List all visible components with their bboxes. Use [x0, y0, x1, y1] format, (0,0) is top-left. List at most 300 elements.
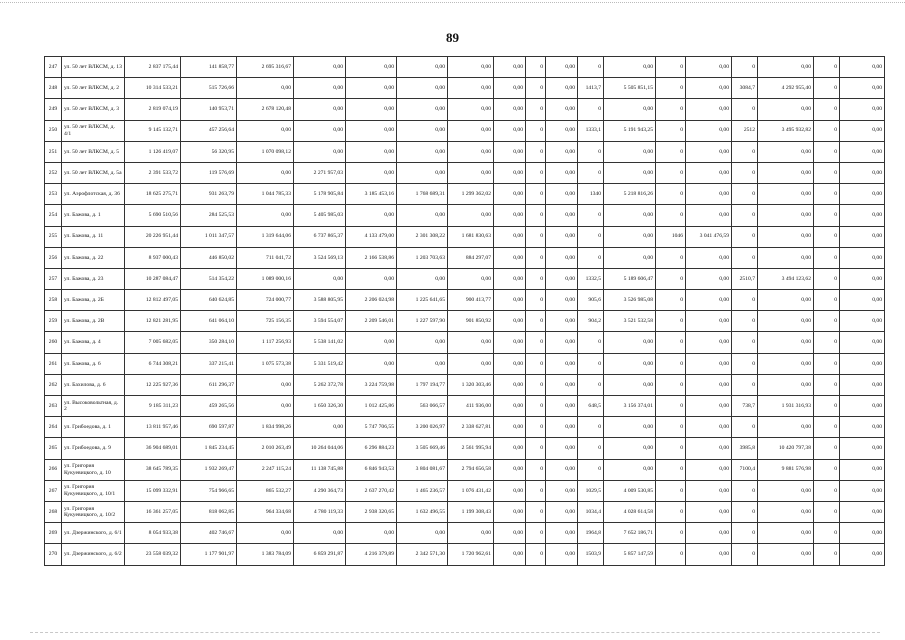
cell-row-number: 263: [45, 396, 62, 417]
cell-col-9: 901 850,92: [448, 311, 494, 332]
cell-col-15: 0: [656, 247, 686, 268]
cell-col-7: 2 209 546,01: [346, 311, 397, 332]
cell-col-4: 119 576,69: [181, 162, 237, 183]
cell-col-10: 0,00: [494, 480, 526, 501]
cell-col-12: 0,00: [546, 141, 578, 162]
cell-col-12: 0,00: [546, 459, 578, 480]
cell-col-9: 0,00: [448, 353, 494, 374]
cell-col-20: 0,00: [840, 459, 885, 480]
table-row: [45, 459, 885, 480]
cell-col-15: 0: [656, 268, 686, 289]
cell-col-14: 5 191 943,25: [604, 120, 656, 141]
cell-col-9: 2 338 627,81: [448, 417, 494, 438]
cell-col-13: 0: [578, 205, 604, 226]
cell-col-12: 0,00: [546, 353, 578, 374]
cell-total-cost: 12 812 497,05: [125, 290, 181, 311]
cell-col-6: 4 780 119,33: [294, 501, 346, 522]
table-row: [45, 374, 885, 395]
cell-col-15: 0: [656, 459, 686, 480]
cell-row-number: 266: [45, 459, 62, 480]
cell-col-9: 884 297,07: [448, 247, 494, 268]
cell-col-7: 0,00: [346, 205, 397, 226]
cell-col-10: 0,00: [494, 544, 526, 565]
cell-col-4: 402 746,67: [181, 523, 237, 544]
cell-col-12: 0,00: [546, 120, 578, 141]
cell-address: ул. 50 лет ВЛКСМ, д. 13: [62, 57, 125, 78]
cell-col-8: 0,00: [397, 268, 448, 289]
cell-col-5: 1 834 998,26: [237, 417, 294, 438]
cell-col-13: 1333,1: [578, 120, 604, 141]
cell-col-15: 0: [656, 523, 686, 544]
cell-col-6: 0,00: [294, 57, 346, 78]
cell-col-5: 2 678 120,48: [237, 99, 294, 120]
cell-col-4: 1 845 234,45: [181, 438, 237, 459]
cell-col-7: 2 938 320,65: [346, 501, 397, 522]
table-row: [45, 120, 885, 141]
cell-col-7: 4 216 379,89: [346, 544, 397, 565]
cell-col-10: 0,00: [494, 141, 526, 162]
cell-col-16: 0,00: [686, 247, 732, 268]
cell-col-17: 0: [732, 141, 758, 162]
cell-col-5: 1 075 573,38: [237, 353, 294, 374]
cell-col-14: 0,00: [604, 374, 656, 395]
cell-col-10: 0,00: [494, 99, 526, 120]
cell-col-16: 0,00: [686, 396, 732, 417]
cell-col-19: 0: [814, 459, 840, 480]
cell-col-7: 0,00: [346, 353, 397, 374]
cell-col-5: 2 247 115,24: [237, 459, 294, 480]
cell-col-19: 0: [814, 374, 840, 395]
cell-col-6: 5 178 905,84: [294, 184, 346, 205]
cell-col-14: 0,00: [604, 417, 656, 438]
table-row: [45, 184, 885, 205]
cell-col-14: 5 218 816,26: [604, 184, 656, 205]
table-row: [45, 332, 885, 353]
cell-col-13: 0: [578, 141, 604, 162]
cell-col-4: 515 726,66: [181, 78, 237, 99]
cell-address: ул. Бажова, д. 1: [62, 205, 125, 226]
cell-col-8: 0,00: [397, 353, 448, 374]
cell-col-17: 0: [732, 480, 758, 501]
cell-col-19: 0: [814, 396, 840, 417]
cell-col-8: 0,00: [397, 162, 448, 183]
cell-col-15: 0: [656, 417, 686, 438]
cell-col-10: 0,00: [494, 268, 526, 289]
cell-col-17: 0: [732, 374, 758, 395]
cell-address: ул. Григория Кукуевицкого, д. 10: [62, 459, 125, 480]
cell-col-5: 1 117 256,93: [237, 332, 294, 353]
cell-col-16: 0,00: [686, 374, 732, 395]
cell-col-20: 0,00: [840, 544, 885, 565]
cell-col-4: 284 525,53: [181, 205, 237, 226]
cell-col-8: 1 632 496,55: [397, 501, 448, 522]
cell-col-12: 0,00: [546, 311, 578, 332]
cell-col-4: 690 597,87: [181, 417, 237, 438]
cell-col-4: 141 858,77: [181, 57, 237, 78]
cell-col-5: 2 695 316,67: [237, 57, 294, 78]
cell-col-15: 0: [656, 205, 686, 226]
cell-col-20: 0,00: [840, 501, 885, 522]
cell-col-8: 563 066,57: [397, 396, 448, 417]
cell-total-cost: 9 145 132,71: [125, 120, 181, 141]
cell-col-7: 6 296 884,23: [346, 438, 397, 459]
cell-col-12: 0,00: [546, 99, 578, 120]
cell-col-8: 0,00: [397, 57, 448, 78]
cell-col-4: 459 265,56: [181, 396, 237, 417]
cell-col-20: 0,00: [840, 99, 885, 120]
cell-col-11: 0: [526, 226, 546, 247]
cell-col-7: 0,00: [346, 141, 397, 162]
cell-col-14: 0,00: [604, 162, 656, 183]
cell-col-6: 3 588 805,95: [294, 290, 346, 311]
cell-total-cost: 16 361 257,05: [125, 501, 181, 522]
cell-col-12: 0,00: [546, 417, 578, 438]
cell-col-12: 0,00: [546, 57, 578, 78]
cell-col-11: 0: [526, 438, 546, 459]
cell-col-7: 0,00: [346, 99, 397, 120]
cell-col-9: 0,00: [448, 332, 494, 353]
cell-col-19: 0: [814, 99, 840, 120]
cell-col-17: 0: [732, 523, 758, 544]
cell-col-10: 0,00: [494, 332, 526, 353]
cell-col-17: 3985,8: [732, 438, 758, 459]
cell-col-9: 0,00: [448, 162, 494, 183]
cell-col-19: 0: [814, 501, 840, 522]
cell-col-15: 0: [656, 438, 686, 459]
cell-address: ул. 50 лет ВЛКСМ, д. 5а: [62, 162, 125, 183]
cell-total-cost: 23 558 039,32: [125, 544, 181, 565]
cell-total-cost: 20 226 951,44: [125, 226, 181, 247]
cell-col-18: 0,00: [758, 374, 814, 395]
cell-col-10: 0,00: [494, 396, 526, 417]
cell-col-20: 0,00: [840, 417, 885, 438]
cell-col-6: 0,00: [294, 523, 346, 544]
cell-row-number: 270: [45, 544, 62, 565]
cell-col-5: 0,00: [237, 120, 294, 141]
cell-col-8: 1 797 194,77: [397, 374, 448, 395]
cell-address: ул. Бажова, д. 22: [62, 247, 125, 268]
cell-col-6: 0,00: [294, 417, 346, 438]
cell-col-8: 1 203 703,63: [397, 247, 448, 268]
cell-col-6: 2 271 957,03: [294, 162, 346, 183]
cell-col-16: 0,00: [686, 311, 732, 332]
cell-row-number: 254: [45, 205, 62, 226]
cell-col-11: 0: [526, 332, 546, 353]
cell-col-9: 1 681 830,63: [448, 226, 494, 247]
cell-col-7: 2 637 270,42: [346, 480, 397, 501]
cell-col-14: 0,00: [604, 247, 656, 268]
cell-col-18: 0,00: [758, 205, 814, 226]
cell-col-18: 0,00: [758, 247, 814, 268]
cell-col-20: 0,00: [840, 268, 885, 289]
cell-col-14: 5 857 147,59: [604, 544, 656, 565]
cell-col-10: 0,00: [494, 353, 526, 374]
cell-col-11: 0: [526, 247, 546, 268]
cell-col-20: 0,00: [840, 162, 885, 183]
cell-col-13: 0: [578, 247, 604, 268]
cell-total-cost: 10 314 533,21: [125, 78, 181, 99]
cell-col-10: 0,00: [494, 290, 526, 311]
cell-address: ул. Грибоедова, д. 1: [62, 417, 125, 438]
cell-col-15: 0: [656, 311, 686, 332]
cell-col-5: 1 319 644,06: [237, 226, 294, 247]
cell-col-10: 0,00: [494, 459, 526, 480]
cell-col-15: 0: [656, 99, 686, 120]
cell-col-9: 411 936,00: [448, 396, 494, 417]
cell-col-10: 0,00: [494, 501, 526, 522]
cell-row-number: 250: [45, 120, 62, 141]
cell-address: ул. Высоковольтная, д. 2: [62, 396, 125, 417]
cell-col-17: 2512: [732, 120, 758, 141]
cell-col-17: 0: [732, 501, 758, 522]
cell-col-20: 0,00: [840, 205, 885, 226]
cell-col-14: 3 156 374,01: [604, 396, 656, 417]
cell-col-10: 0,00: [494, 78, 526, 99]
cell-col-17: 0: [732, 311, 758, 332]
table-row: [45, 162, 885, 183]
cell-col-15: 0: [656, 480, 686, 501]
cell-col-14: 0,00: [604, 226, 656, 247]
cell-col-8: 0,00: [397, 523, 448, 544]
cell-col-10: 0,00: [494, 162, 526, 183]
cell-col-13: 1332,5: [578, 268, 604, 289]
cell-col-14: 0,00: [604, 141, 656, 162]
cell-col-16: 0,00: [686, 78, 732, 99]
cell-col-4: 514 354,22: [181, 268, 237, 289]
table-row: [45, 290, 885, 311]
cell-col-13: 0: [578, 438, 604, 459]
cell-col-7: 3 224 759,98: [346, 374, 397, 395]
cell-col-4: 457 256,64: [181, 120, 237, 141]
cell-col-19: 0: [814, 311, 840, 332]
cell-col-6: 0,00: [294, 141, 346, 162]
cell-address: ул. Бажова, д. 2Б: [62, 290, 125, 311]
cell-col-6: 3 524 569,13: [294, 247, 346, 268]
cell-col-13: 0: [578, 57, 604, 78]
cell-col-14: 0,00: [604, 332, 656, 353]
cell-col-16: 0,00: [686, 417, 732, 438]
cell-col-9: 1 720 962,61: [448, 544, 494, 565]
cell-col-18: 0,00: [758, 311, 814, 332]
cell-col-14: 3 526 985,08: [604, 290, 656, 311]
cell-col-12: 0,00: [546, 438, 578, 459]
cell-row-number: 262: [45, 374, 62, 395]
cell-col-6: 0,00: [294, 268, 346, 289]
cell-col-4: 446 850,02: [181, 247, 237, 268]
cell-col-15: 0: [656, 374, 686, 395]
cell-col-18: 0,00: [758, 480, 814, 501]
cell-col-6: 10 264 044,06: [294, 438, 346, 459]
cell-col-12: 0,00: [546, 396, 578, 417]
cell-col-18: 0,00: [758, 417, 814, 438]
cell-col-16: 0,00: [686, 544, 732, 565]
cell-col-9: 0,00: [448, 268, 494, 289]
cell-col-18: 0,00: [758, 99, 814, 120]
cell-col-11: 0: [526, 311, 546, 332]
cell-col-17: 0: [732, 162, 758, 183]
cell-col-17: 0: [732, 205, 758, 226]
table-row: [45, 141, 885, 162]
cell-row-number: 257: [45, 268, 62, 289]
cell-total-cost: 7 005 682,05: [125, 332, 181, 353]
cell-col-11: 0: [526, 290, 546, 311]
cell-col-17: 0: [732, 57, 758, 78]
cell-col-5: 711 041,72: [237, 247, 294, 268]
cell-row-number: 251: [45, 141, 62, 162]
cell-col-16: 0,00: [686, 99, 732, 120]
cell-col-13: 0: [578, 226, 604, 247]
cell-col-10: 0,00: [494, 57, 526, 78]
cell-col-18: 4 292 955,40: [758, 78, 814, 99]
cell-col-6: 6 859 291,87: [294, 544, 346, 565]
table-row: [45, 544, 885, 565]
table-row: [45, 523, 885, 544]
cell-col-7: 4 133 479,00: [346, 226, 397, 247]
cell-col-17: 0: [732, 226, 758, 247]
cell-col-20: 0,00: [840, 78, 885, 99]
cell-col-11: 0: [526, 205, 546, 226]
cell-col-11: 0: [526, 184, 546, 205]
cell-col-20: 0,00: [840, 523, 885, 544]
table-row: [45, 226, 885, 247]
cell-col-11: 0: [526, 268, 546, 289]
cell-col-5: 1 044 785,33: [237, 184, 294, 205]
table-row: [45, 247, 885, 268]
cell-address: ул. 50 лет ВЛКСМ, д. 3: [62, 99, 125, 120]
cell-col-17: 0: [732, 290, 758, 311]
cell-col-17: 2510,7: [732, 268, 758, 289]
cell-row-number: 252: [45, 162, 62, 183]
cell-col-8: 3 505 669,46: [397, 438, 448, 459]
cell-col-11: 0: [526, 374, 546, 395]
cell-col-15: 0: [656, 162, 686, 183]
cell-col-19: 0: [814, 184, 840, 205]
cell-col-6: 5 538 141,02: [294, 332, 346, 353]
cell-col-11: 0: [526, 78, 546, 99]
cell-col-5: 724 000,77: [237, 290, 294, 311]
cell-col-8: 0,00: [397, 99, 448, 120]
cell-col-15: 0: [656, 78, 686, 99]
cell-col-18: 3 494 123,62: [758, 268, 814, 289]
cell-col-6: 3 594 554,07: [294, 311, 346, 332]
cell-address: ул. Аэрофлотская, д. 36: [62, 184, 125, 205]
cell-col-13: 0: [578, 162, 604, 183]
cell-col-15: 0: [656, 57, 686, 78]
cell-row-number: 264: [45, 417, 62, 438]
cell-row-number: 267: [45, 480, 62, 501]
cell-col-6: 5 262 372,78: [294, 374, 346, 395]
cell-row-number: 261: [45, 353, 62, 374]
cell-col-8: 1 227 597,90: [397, 311, 448, 332]
cell-row-number: 253: [45, 184, 62, 205]
cell-col-13: 1503,9: [578, 544, 604, 565]
cell-col-17: 0: [732, 353, 758, 374]
cell-col-16: 0,00: [686, 290, 732, 311]
cell-col-4: 140 953,71: [181, 99, 237, 120]
cell-col-17: 0: [732, 247, 758, 268]
cell-col-20: 0,00: [840, 332, 885, 353]
cell-total-cost: 2 391 533,72: [125, 162, 181, 183]
cell-col-8: 1 225 641,65: [397, 290, 448, 311]
cell-row-number: 247: [45, 57, 62, 78]
cell-col-18: 0,00: [758, 523, 814, 544]
cell-col-5: 0,00: [237, 396, 294, 417]
cell-address: ул. Григория Кукуевицкого, д. 10/1: [62, 480, 125, 501]
cell-total-cost: 8 937 000,43: [125, 247, 181, 268]
cell-col-11: 0: [526, 396, 546, 417]
cell-col-19: 0: [814, 120, 840, 141]
cell-address: ул. Бажова, д. 2В: [62, 311, 125, 332]
cell-col-12: 0,00: [546, 78, 578, 99]
cell-col-4: 56 320,95: [181, 141, 237, 162]
cell-col-4: 754 966,65: [181, 480, 237, 501]
cell-address: ул. Бахилова, д. 6: [62, 374, 125, 395]
cell-total-cost: 2 819 074,19: [125, 99, 181, 120]
cell-col-16: 0,00: [686, 141, 732, 162]
cell-col-19: 0: [814, 78, 840, 99]
cell-col-10: 0,00: [494, 374, 526, 395]
cell-col-20: 0,00: [840, 480, 885, 501]
cell-col-5: 1 383 784,09: [237, 544, 294, 565]
cell-col-15: 0: [656, 332, 686, 353]
cell-col-14: 7 652 186,71: [604, 523, 656, 544]
cell-col-13: 0: [578, 332, 604, 353]
cell-col-13: 905,6: [578, 290, 604, 311]
cell-col-12: 0,00: [546, 480, 578, 501]
cell-col-15: 0: [656, 353, 686, 374]
cell-col-10: 0,00: [494, 205, 526, 226]
cell-col-9: 0,00: [448, 57, 494, 78]
cell-col-9: 1 199 308,43: [448, 501, 494, 522]
cell-col-15: 0: [656, 120, 686, 141]
cell-col-10: 0,00: [494, 184, 526, 205]
cell-col-13: 648,5: [578, 396, 604, 417]
cell-col-18: 0,00: [758, 501, 814, 522]
cell-col-14: 4 028 614,58: [604, 501, 656, 522]
cell-col-13: 0: [578, 99, 604, 120]
cell-col-16: 0,00: [686, 205, 732, 226]
cell-col-5: 725 156,35: [237, 311, 294, 332]
cell-row-number: 268: [45, 501, 62, 522]
cell-col-16: 0,00: [686, 523, 732, 544]
cell-col-4: 641 064,10: [181, 311, 237, 332]
cell-col-4: 350 284,10: [181, 332, 237, 353]
cell-col-5: 2 010 263,49: [237, 438, 294, 459]
cell-col-7: 0,00: [346, 120, 397, 141]
cell-address: ул. Бажова, д. 6: [62, 353, 125, 374]
cell-col-11: 0: [526, 523, 546, 544]
cell-col-18: 10 420 797,38: [758, 438, 814, 459]
cell-col-12: 0,00: [546, 523, 578, 544]
cell-col-4: 640 624,85: [181, 290, 237, 311]
cell-col-5: 0,00: [237, 205, 294, 226]
cell-total-cost: 6 744 308,21: [125, 353, 181, 374]
cell-col-13: 1034,4: [578, 501, 604, 522]
cell-col-20: 0,00: [840, 353, 885, 374]
cell-col-16: 0,00: [686, 353, 732, 374]
cell-col-5: 964 334,68: [237, 501, 294, 522]
cell-col-18: 0,00: [758, 141, 814, 162]
cell-col-20: 0,00: [840, 374, 885, 395]
cell-col-6: 1 650 326,30: [294, 396, 346, 417]
cell-col-4: 931 263,79: [181, 184, 237, 205]
cell-col-13: 0: [578, 353, 604, 374]
cell-col-13: 1413,7: [578, 78, 604, 99]
cell-row-number: 258: [45, 290, 62, 311]
cell-row-number: 248: [45, 78, 62, 99]
cell-col-7: 0,00: [346, 332, 397, 353]
cell-col-8: 2 342 571,30: [397, 544, 448, 565]
